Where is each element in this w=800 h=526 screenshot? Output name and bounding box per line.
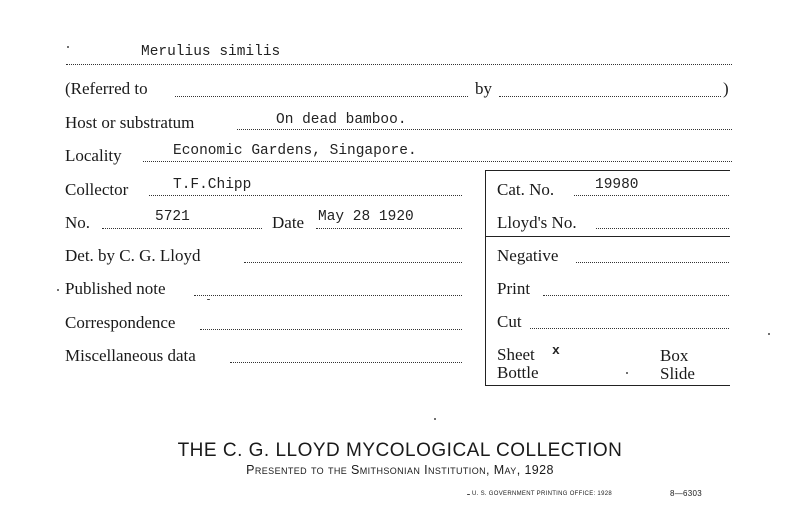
right-box-top bbox=[485, 170, 730, 171]
cut-field[interactable] bbox=[530, 328, 729, 329]
host-label: Host or substratum bbox=[65, 113, 195, 132]
bottle-label: Bottle bbox=[497, 363, 539, 382]
number-value: 5721 bbox=[155, 209, 190, 225]
referred-by-field[interactable] bbox=[499, 96, 721, 97]
referred-label: (Referred to bbox=[65, 79, 148, 98]
scan-speck bbox=[768, 333, 770, 335]
scan-speck bbox=[626, 372, 628, 374]
box-label: Box bbox=[660, 346, 689, 365]
scan-speck bbox=[207, 299, 210, 300]
locality-value: Economic Gardens, Singapore. bbox=[173, 143, 417, 159]
referred-by-label: by bbox=[475, 79, 492, 98]
print-label: Print bbox=[497, 279, 531, 298]
lloyds-no-label: Lloyd's No. bbox=[497, 213, 577, 232]
slide-label: Slide bbox=[660, 364, 695, 383]
scan-speck bbox=[434, 418, 436, 420]
specimen-name-line bbox=[66, 64, 732, 65]
cut-label: Cut bbox=[497, 312, 522, 331]
det-by-label: Det. by C. G. Lloyd bbox=[65, 246, 201, 265]
right-box-bottom bbox=[485, 385, 730, 386]
print-field[interactable] bbox=[543, 295, 729, 296]
right-box-left bbox=[485, 170, 486, 386]
collector-field[interactable] bbox=[149, 195, 462, 196]
published-note-label: Published note bbox=[65, 279, 166, 298]
number-field[interactable] bbox=[102, 228, 262, 229]
misc-data-label: Miscellaneous data bbox=[65, 346, 196, 365]
det-by-field[interactable] bbox=[244, 262, 462, 263]
host-value: On dead bamboo. bbox=[276, 112, 407, 128]
published-note-field[interactable] bbox=[194, 295, 462, 296]
date-label: Date bbox=[272, 213, 305, 232]
number-label: No. bbox=[65, 213, 91, 232]
correspondence-label: Correspondence bbox=[65, 313, 176, 332]
scan-speck bbox=[467, 494, 470, 495]
collector-value: T.F.Chipp bbox=[173, 177, 252, 193]
cat-no-field[interactable] bbox=[574, 195, 729, 196]
gpo-imprint: U. S. GOVERNMENT PRINTING OFFICE: 1928 bbox=[472, 491, 612, 497]
form-number: 8—6303 bbox=[670, 489, 703, 498]
negative-label: Negative bbox=[497, 246, 559, 265]
scan-speck bbox=[57, 289, 59, 291]
collection-subtitle: Presented to the Smithsonian Institution, May, 1928 bbox=[246, 463, 554, 477]
date-field[interactable] bbox=[316, 228, 462, 229]
cat-no-value: 19980 bbox=[595, 177, 639, 193]
cat-no-label: Cat. No. bbox=[497, 180, 555, 199]
scan-speck bbox=[67, 46, 69, 48]
collection-title: THE C. G. LLOYD MYCOLOGICAL COLLECTION bbox=[177, 440, 623, 461]
collector-label: Collector bbox=[65, 180, 129, 199]
date-value: May 28 1920 bbox=[318, 209, 414, 225]
correspondence-field[interactable] bbox=[200, 329, 462, 330]
sheet-label: Sheet bbox=[497, 345, 535, 364]
sheet-mark: x bbox=[552, 343, 560, 358]
referred-field[interactable] bbox=[175, 96, 468, 97]
lloyds-no-field[interactable] bbox=[596, 228, 729, 229]
right-box-divider bbox=[485, 236, 730, 237]
negative-field[interactable] bbox=[576, 262, 729, 263]
locality-field[interactable] bbox=[143, 161, 732, 162]
misc-data-field[interactable] bbox=[230, 362, 462, 363]
locality-label: Locality bbox=[65, 146, 122, 165]
host-field[interactable] bbox=[237, 129, 732, 130]
specimen-name: Merulius similis bbox=[141, 44, 281, 60]
referred-close-paren: ) bbox=[723, 79, 729, 98]
